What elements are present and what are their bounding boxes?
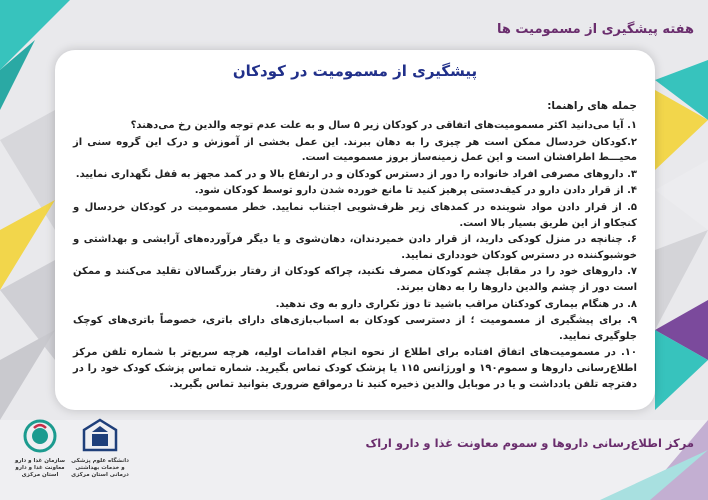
gray-facet xyxy=(0,330,55,420)
guideline-item: ۹. برای پیشگیری از مسمومیت ؛ از دسترسی کودکان به اسباب‌بازی‌های دارای باتری، خصوصاً باتری‌های کوچک جلوگیری نمایید. xyxy=(73,315,637,342)
university-logo xyxy=(70,418,130,479)
food-drug-logo xyxy=(10,418,70,479)
guideline-item: ۳. داروهای مصرفی افراد خانواده را دور از دسترس کودکان و در ارتفاع بالا و در کمد مجهز به قفل نگهداری نمایید. xyxy=(75,168,637,180)
university-logo-text: دانشگاه علوم پزشکی و خدمات بهداشتی درمانی استان مرکزی xyxy=(71,458,129,478)
guideline-item: ۲.کودکان خردسال ممکن است هر چیزی را به دهان ببرند. این عمل بخشی از آموزش و درک این گروه سنی از محیـــط اطرافشان است و این عمل زمینه‌ساز بروز مسمومیت است. xyxy=(73,136,637,164)
gray-facet xyxy=(655,160,708,230)
guideline-item: ۱. آیا می‌دانید اکثر مسمومیت‌های اتفاقی در کودکان زیر ۵ سال و به علت عدم توجه والدین رخ می‌دهند؟ xyxy=(130,120,637,131)
food-drug-emblem-icon xyxy=(22,418,58,454)
card-title: پیشگیری از مسمومیت در کودکان xyxy=(232,62,478,80)
food-drug-logo-text: سازمان غذا و دارو معاونت غذا و دارو استان مرکزی xyxy=(14,458,66,478)
guideline-item: ۱۰. در مسمومیت‌های اتفاق افتاده برای اطلاع از نحوه انجام اقدامات اولیه، هرچه سریع‌تر با شماره تلفن مرکز اطلاع‌رسانی داروها و سموم۱۹۰ و اورژانس ۱۱۵ یا پزشک کودک تماس بگیرید. شماره تماس پزشک کودک خود را در دفترچه تلفن یادداشت و یا در موبایل والدین ذخیره کنید تا درمواقع ضروری بتوانید تماس بگیرید. xyxy=(73,347,637,390)
guideline-item: ۴. از قرار دادن دارو در کیف‌دستی پرهیز کنید تا مانع خورده شدن دارو توسط کودکان شود. xyxy=(194,185,637,197)
guideline-item: ۶. چنانچه در منزل کودکی دارید، از قرار دادن خمیردندان، دهان‌شوی و یا دیگر فرآورده‌های آرایشی و بهداشتی و خوشبوکننده در دسترس کودکان خودداری نمایید. xyxy=(73,234,637,261)
guideline-item: ۵. از قرار دادن مواد شوینده در کمدهای زیر ظرف‌شویی اجتناب نمایید. خطر مسمومیت در کودکان خردسال و کنجکاو از این طریق بسیار بالا است. xyxy=(73,201,637,229)
guideline-item: ۸. در هنگام بیماری کودکتان مراقب باشید تا دوز تکراری دارو به وی ندهید. xyxy=(275,298,637,310)
guideline-item: ۷. داروهای خود را در مقابل چشم کودکان مصرف نکنید، چراکه کودکان از رفتار بزرگسالان تقلید می‌کنند و ممکن است دور از چشم والدین داروها را به دهان ببرند. xyxy=(73,266,637,293)
footer-organization: مرکز اطلاع‌رسانی داروها و سموم معاونت غذا و دارو اراک xyxy=(365,436,694,450)
guideline-list xyxy=(73,118,637,393)
content-card xyxy=(55,50,655,410)
intro-label: جمله های راهنما: xyxy=(547,100,637,112)
page-header-title: هفته پیشگیری از مسمومیت ها xyxy=(496,22,694,37)
university-emblem-icon xyxy=(80,418,120,454)
